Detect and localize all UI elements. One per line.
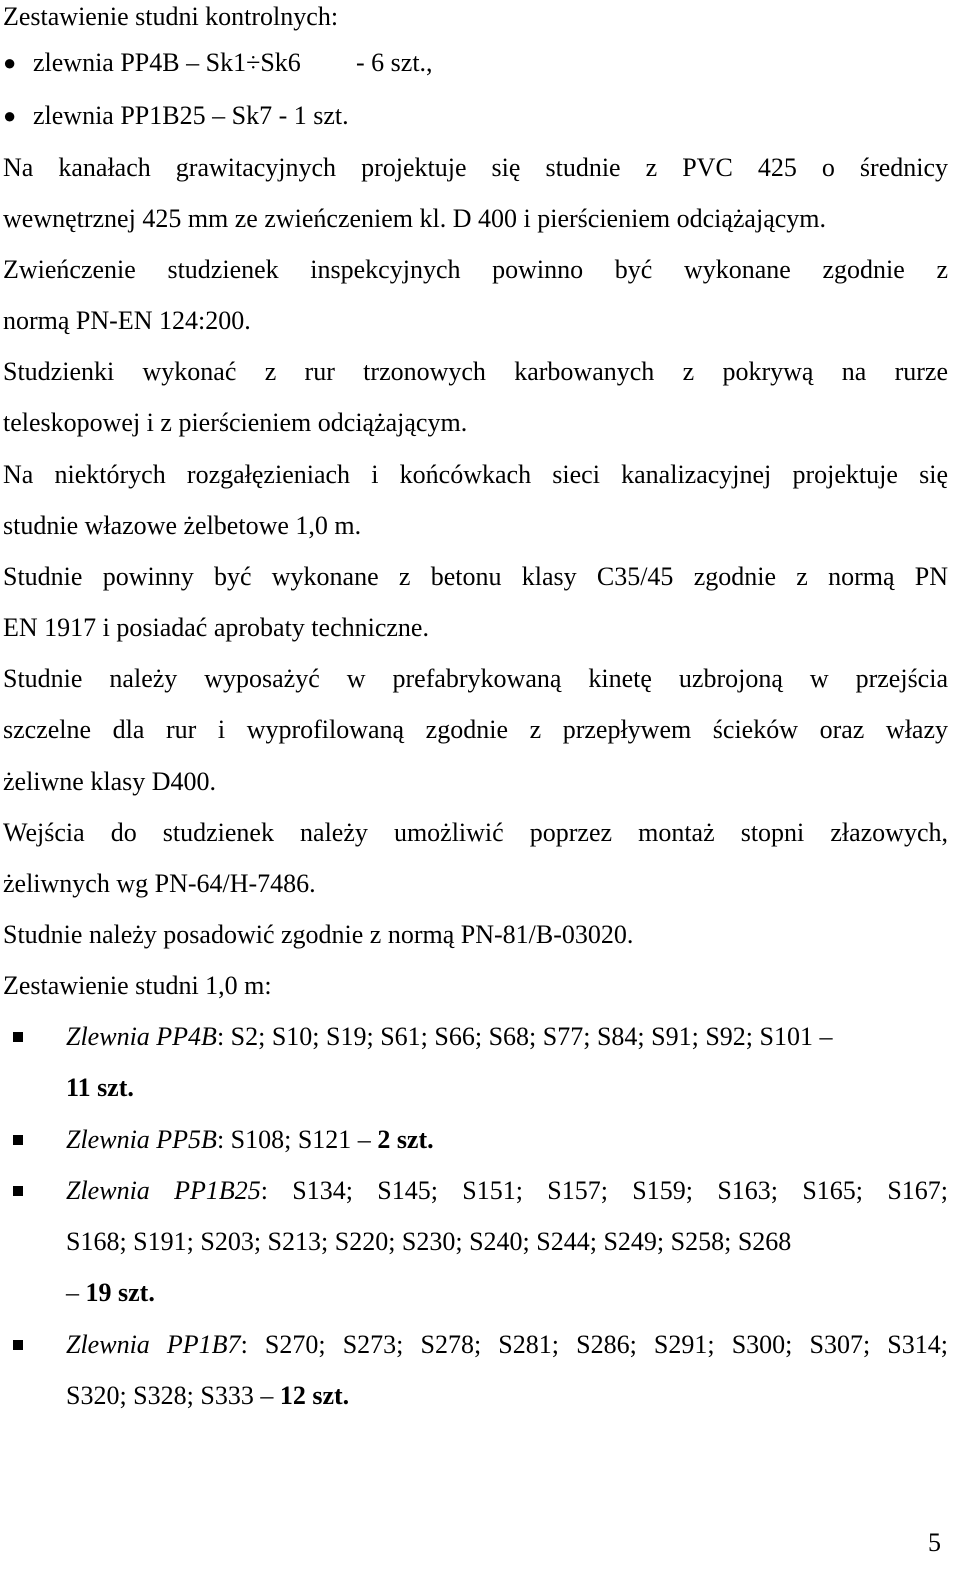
paragraph-7-line-2: żeliwnych wg PN-64/H-7486. — [3, 869, 316, 898]
zlewnia-count: 12 szt. — [279, 1381, 350, 1410]
page-number: 5 — [928, 1528, 941, 1557]
zlewnia-count: 11 szt. — [66, 1073, 134, 1102]
paragraph-7-line-1: Wejścia do studzienek należy umożliwić poprzez montaż stopni złazowych, — [3, 818, 948, 847]
count-dash: – — [66, 1278, 86, 1307]
square-bullet-icon — [13, 1032, 23, 1042]
zlewnia-list-cont: S168; S191; S203; S213; S220; S230; S240; S244; S249; S258; S268 — [66, 1227, 792, 1256]
paragraph-4-line-2: studnie włazowe żelbetowe 1,0 m. — [3, 511, 362, 540]
square-bullet-icon — [13, 1186, 23, 1196]
paragraph-1-line-2: wewnętrznej 425 mm ze zwieńczeniem kl. D 400 i pierścieniem odciążającym. — [3, 204, 826, 233]
paragraph-5-line-2: EN 1917 i posiadać aprobaty techniczne. — [3, 613, 429, 642]
zlewnia-name: Zlewnia PP1B7 — [66, 1330, 241, 1359]
zlewnia-item-2 — [66, 1125, 666, 1155]
square-bullet-icon — [13, 1135, 23, 1145]
bullet-count: - 6 szt., — [356, 48, 433, 77]
zlewnia-item-3 — [66, 1176, 948, 1206]
paragraph-6-line-3: żeliwne klasy D400. — [3, 767, 217, 796]
zlewnia-count: 2 szt. — [377, 1125, 434, 1154]
zlewnia-list-cont — [66, 1381, 666, 1411]
bullet-item-1 — [33, 48, 533, 78]
zlewnia-list: S320; S328; S333 – — [66, 1381, 280, 1410]
paragraph-2-line-1: Zwieńczenie studzienek inspekcyjnych powinno być wykonane zgodnie z — [3, 255, 948, 284]
paragraph-3-line-2: teleskopowej i z pierścieniem odciążającym. — [3, 408, 468, 437]
zlewnia-item-1 — [66, 1022, 948, 1052]
paragraph-3-line-1: Studzienki wykonać z rur trzonowych karbowanych z pokrywą na rurze — [3, 357, 948, 386]
zlewnia-list: : S134; S145; S151; S157; S159; S163; S165; S167; — [260, 1176, 948, 1205]
section-heading-2: Zestawienie studni 1,0 m: — [3, 971, 272, 1000]
bullet-dot: ● — [3, 103, 17, 128]
zlewnia-name: Zlewnia PP1B25 — [66, 1176, 261, 1205]
square-bullet-icon — [13, 1340, 23, 1350]
bullet-item-2: zlewnia PP1B25 – Sk7 - 1 szt. — [33, 101, 349, 130]
paragraph-8-line-1: Studnie należy posadowić zgodnie z normą PN-81/B-03020. — [3, 920, 634, 949]
zlewnia-name: Zlewnia PP4B — [66, 1022, 217, 1051]
paragraph-4-line-1: Na niektórych rozgałęzieniach i końcówkach sieci kanalizacyjnej projektuje się — [3, 460, 948, 489]
zlewnia-list: : S108; S121 – — [216, 1125, 378, 1154]
zlewnia-count: 19 szt. — [85, 1278, 155, 1307]
zlewnia-list: : S2; S10; S19; S61; S66; S68; S77; S84; S91; S92; S101 – — [216, 1022, 833, 1051]
zlewnia-item-4 — [66, 1330, 948, 1360]
bullet-text: zlewnia PP4B – Sk1÷Sk6 — [33, 48, 301, 77]
paragraph-5-line-1: Studnie powinny być wykonane z betonu klasy C35/45 zgodnie z normą PN — [3, 562, 948, 591]
zlewnia-name: Zlewnia PP5B — [66, 1125, 217, 1154]
paragraph-1-line-1: Na kanałach grawitacyjnych projektuje się studnie z PVC 425 o średnicy — [3, 153, 948, 182]
section-heading: Zestawienie studni kontrolnych: — [3, 2, 339, 31]
paragraph-6-line-1: Studnie należy wyposażyć w prefabrykowaną kinetę uzbrojoną w przejścia — [3, 664, 948, 693]
paragraph-2-line-2: normą PN-EN 124:200. — [3, 306, 251, 335]
zlewnia-count-line — [66, 1278, 466, 1308]
zlewnia-list: : S270; S273; S278; S281; S286; S291; S300; S307; S314; — [240, 1330, 948, 1359]
bullet-dot: ● — [3, 50, 17, 75]
paragraph-6-line-2: szczelne dla rur i wyprofilowaną zgodnie z przepływem ścieków oraz włazy — [3, 715, 948, 744]
